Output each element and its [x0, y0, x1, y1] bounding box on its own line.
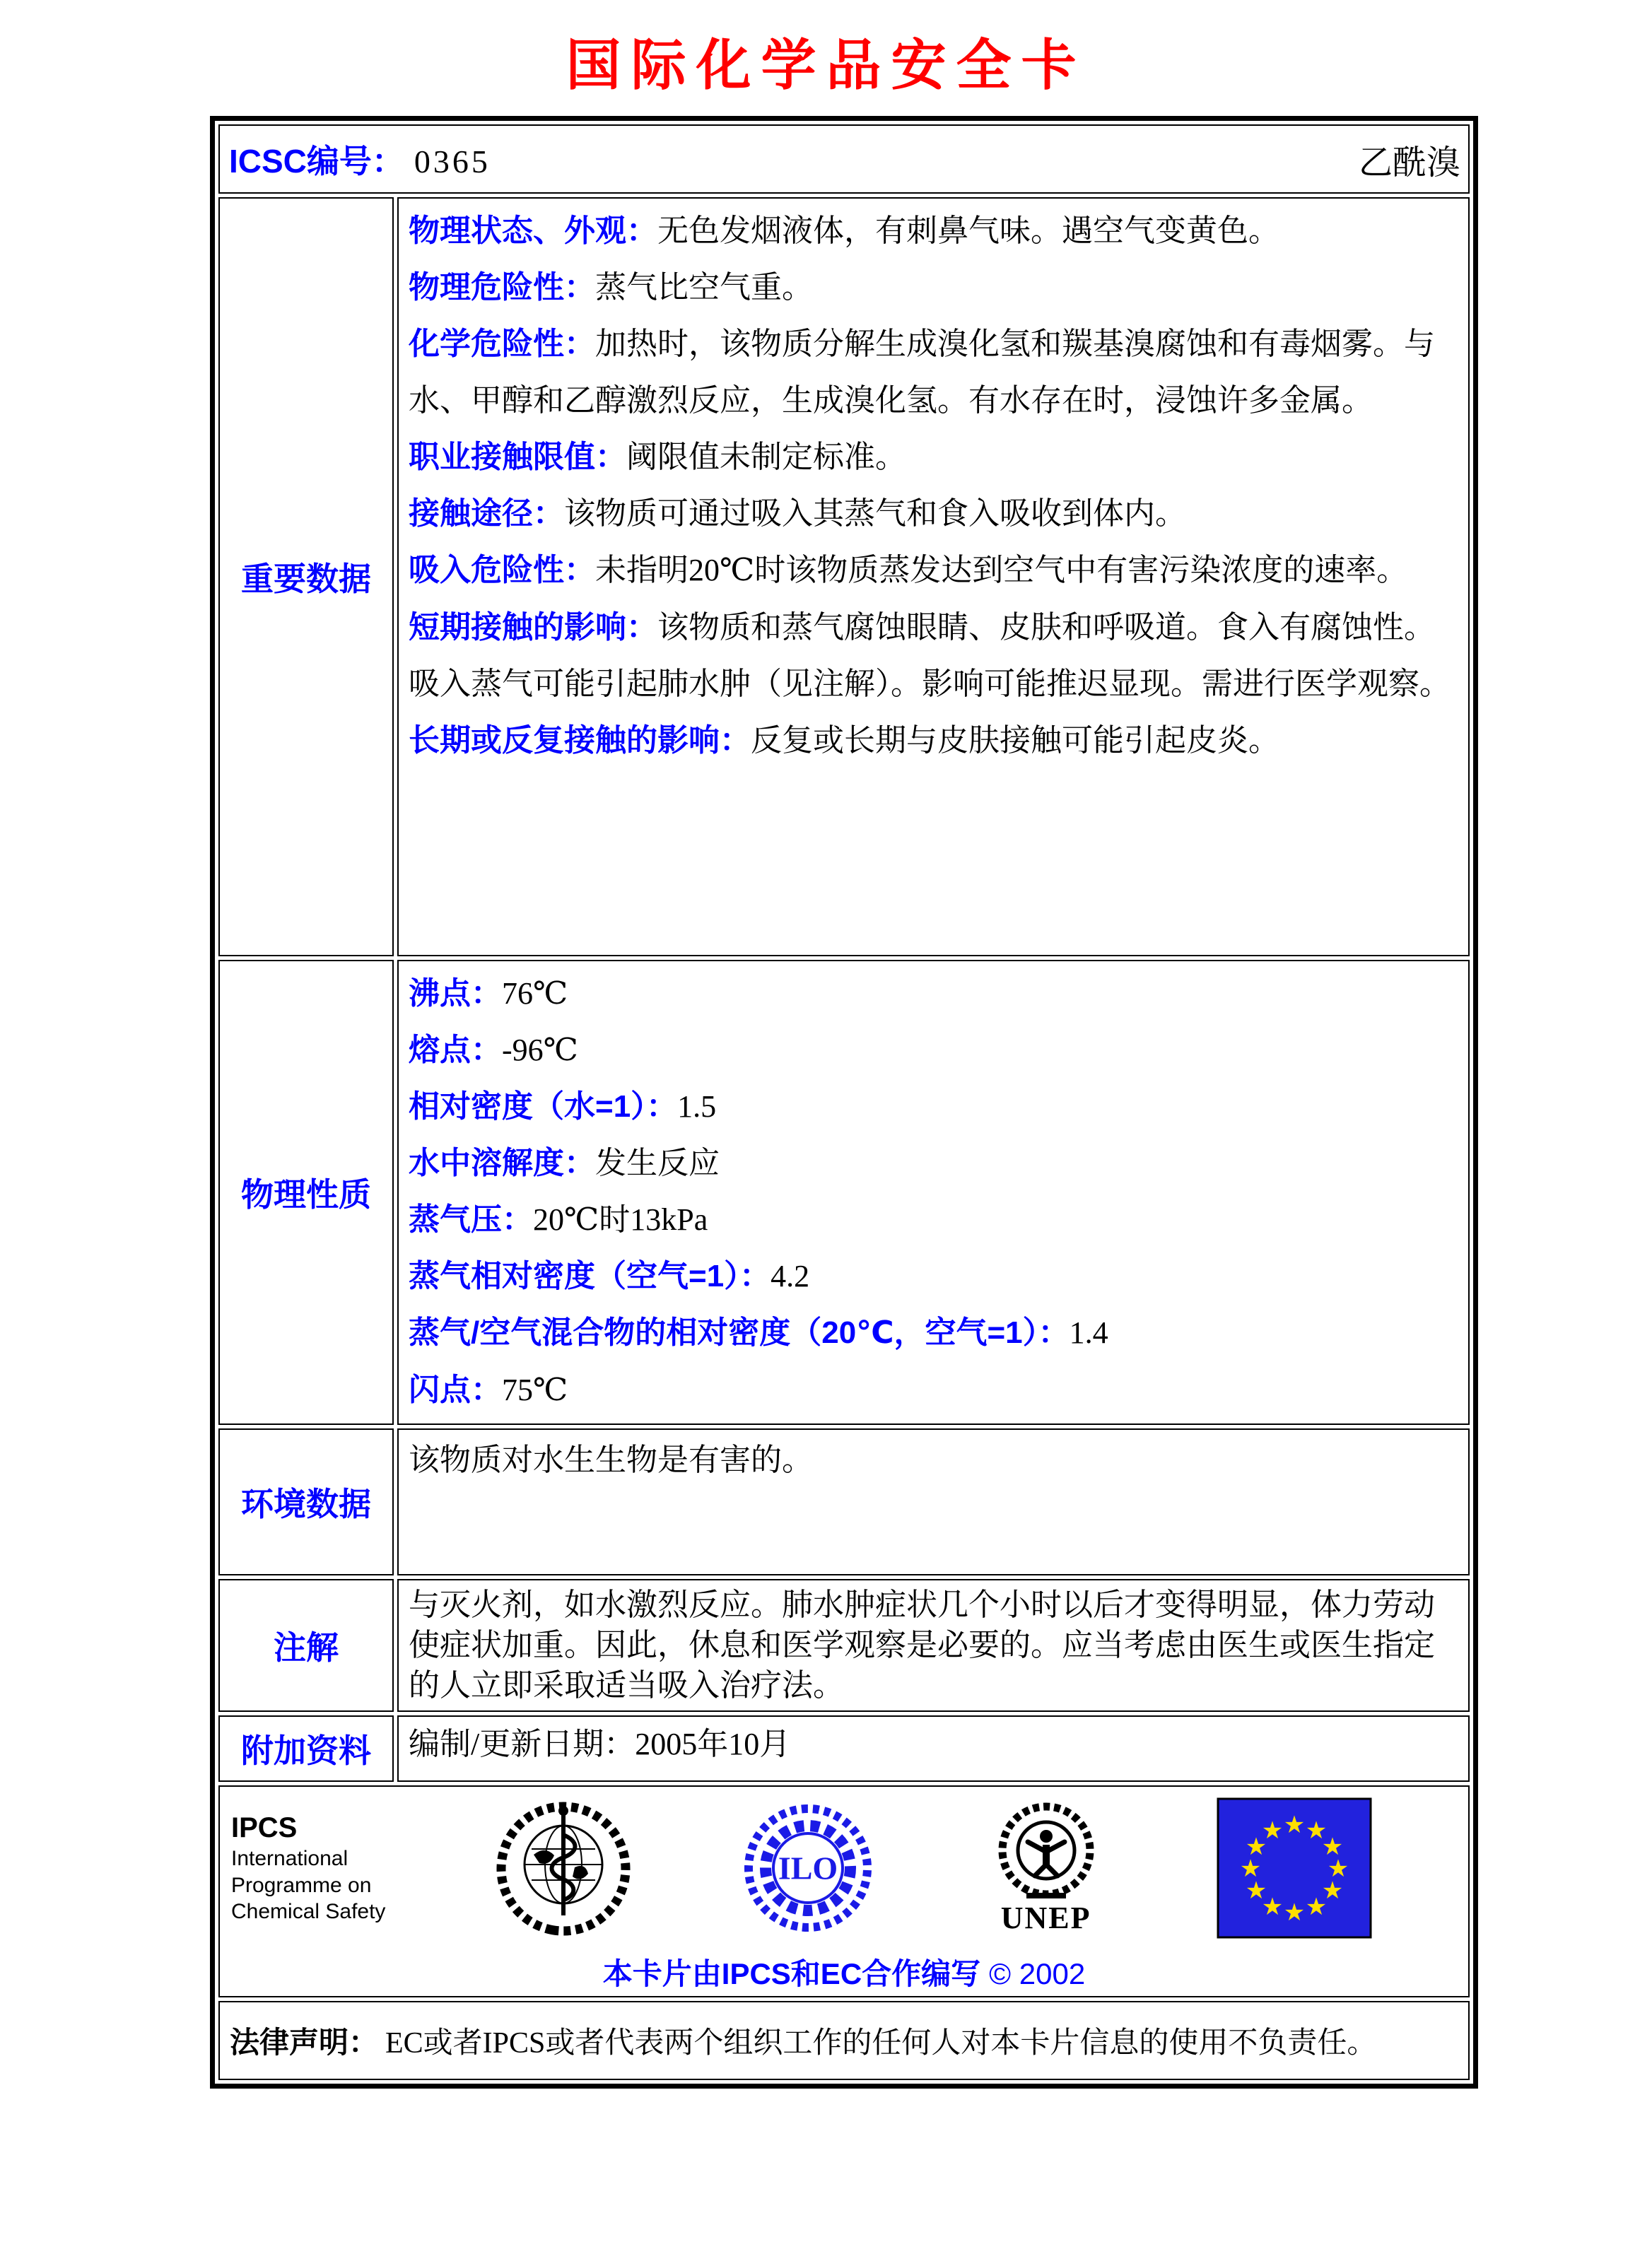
svg-text:★: ★ [1327, 1854, 1349, 1883]
ipcs-subtitle-line: Chemical Safety [231, 1900, 386, 1924]
data-item: 吸入危险性：未指明20℃时该物质蒸发达到空气中有害污染浓度的速率。 [409, 553, 1408, 588]
section-label-notes: 注解 [218, 1579, 394, 1712]
data-item: 该物质对水生生物是有害的。 [409, 1443, 813, 1477]
row-environmental-data [218, 1428, 1470, 1575]
unep-logo-icon [983, 1800, 1110, 1906]
svg-text:★: ★ [1321, 1832, 1344, 1861]
ipcs-title: IPCS [231, 1812, 298, 1844]
data-item: 物理状态、外观：无色发烟液体，有刺鼻气味。遇空气变黄色。 [409, 213, 1279, 248]
icsc-number-label: ICSC编号： [229, 143, 404, 180]
row-notes [218, 1579, 1470, 1712]
copyright-text: 本卡片由IPCS和EC合作编写 [602, 1956, 981, 1990]
data-item: 相对密度（水=1）：1.5 [409, 1089, 717, 1125]
logos-section [218, 1785, 1470, 1997]
data-item: 编制/更新日期：2005年10月 [409, 1726, 791, 1761]
section-label-additional: 附加资料 [218, 1715, 394, 1782]
row-legal [218, 2001, 1470, 2080]
data-item: 沸点：76℃ [409, 976, 568, 1011]
data-item: 蒸气/空气混合物的相对密度（20℃，空气=1）：1.4 [409, 1315, 1108, 1351]
data-item: 水中溶解度：发生反应 [409, 1146, 720, 1181]
data-item: 长期或反复接触的影响：反复或长期与皮肤接触可能引起皮炎。 [409, 722, 1279, 758]
svg-text:★: ★ [1305, 1892, 1328, 1921]
ilo-logo-icon [741, 1797, 875, 1939]
svg-text:★: ★ [1305, 1816, 1328, 1845]
ipcs-block [231, 1810, 385, 1925]
data-item: 接触途径：该物质可通过吸入其蒸气和食入吸收到体内。 [409, 496, 1186, 532]
ipcs-subtitle-line: International [231, 1847, 348, 1871]
page-title: 国际化学品安全卡 [566, 35, 1086, 96]
section-content-notes [397, 1579, 1470, 1712]
section-label-physical: 物理性质 [218, 960, 394, 1425]
svg-text:★: ★ [1245, 1832, 1267, 1861]
icsc-number-value: 0365 [414, 143, 491, 180]
svg-text:★: ★ [1245, 1876, 1267, 1905]
data-item: 蒸气相对密度（空气=1）：4.2 [409, 1259, 810, 1294]
section-label-environment: 环境数据 [218, 1428, 394, 1575]
svg-text:★: ★ [1261, 1816, 1284, 1845]
data-item: 化学危险性：加热时，该物质分解生成溴化氢和羰基溴腐蚀和有毒烟雾。与水、甲醇和乙醇激烈反应，生成溴化氢。有水存在时，浸蚀许多金属。 [409, 327, 1435, 418]
data-item: 熔点：-96℃ [409, 1033, 578, 1068]
row-physical-properties [218, 960, 1470, 1425]
section-content-physical [397, 960, 1470, 1425]
svg-text:★: ★ [1321, 1876, 1344, 1905]
legal-text: EC或者IPCS或者代表两个组织工作的任何人对本卡片信息的使用不负责任。 [385, 2026, 1377, 2060]
ipcs-subtitle-line: Programme on [231, 1873, 372, 1897]
svg-text:★: ★ [1239, 1854, 1262, 1883]
svg-text:★: ★ [1283, 1810, 1306, 1839]
unep-label: UNEP [1000, 1901, 1091, 1936]
row-logos [218, 1785, 1470, 1997]
section-content-additional [397, 1715, 1470, 1782]
chemical-name: 乙酰溴 [1358, 143, 1460, 182]
who-logo-icon [493, 1794, 634, 1942]
data-item: 与灭火剂，如水激烈反应。肺水肿症状几个小时以后才变得明显，体力劳动使症状加重。因此，休息和医学观察是必要的。应当考虑由医生或医生指定的人立即采取适当吸入治疗法。 [409, 1587, 1435, 1703]
section-content-important [397, 197, 1470, 956]
data-item: 蒸气压：20℃时13kPa [409, 1202, 708, 1238]
eu-flag-icon [1217, 1797, 1372, 1939]
legal-statement [218, 2001, 1470, 2080]
svg-text:★: ★ [1283, 1898, 1306, 1927]
data-item: 物理危险性：蒸气比空气重。 [409, 270, 813, 305]
data-item: 短期接触的影响：该物质和蒸气腐蚀眼睛、皮肤和呼吸道。食入有腐蚀性。吸入蒸气可能引起肺水肿（见注解）。影响可能推迟显现。需进行医学观察。 [409, 609, 1451, 701]
row-important-data [218, 197, 1470, 956]
svg-text:★: ★ [1261, 1892, 1284, 1921]
data-item: 闪点：75℃ [409, 1372, 568, 1407]
icsc-number-group [229, 136, 491, 182]
header-row [218, 124, 1470, 194]
icsc-table [210, 116, 1478, 2089]
legal-label: 法律声明： [230, 2025, 379, 2059]
copyright-year: © 2002 [989, 1956, 1086, 1990]
copyright-line [231, 1951, 1457, 1993]
ilo-label: ILO [778, 1850, 838, 1886]
section-content-environment [397, 1428, 1470, 1575]
unep-block [983, 1800, 1110, 1936]
section-label-important: 重要数据 [218, 197, 394, 956]
data-item: 职业接触限值：阈限值未制定标准。 [409, 440, 906, 475]
row-additional-info [218, 1715, 1470, 1782]
